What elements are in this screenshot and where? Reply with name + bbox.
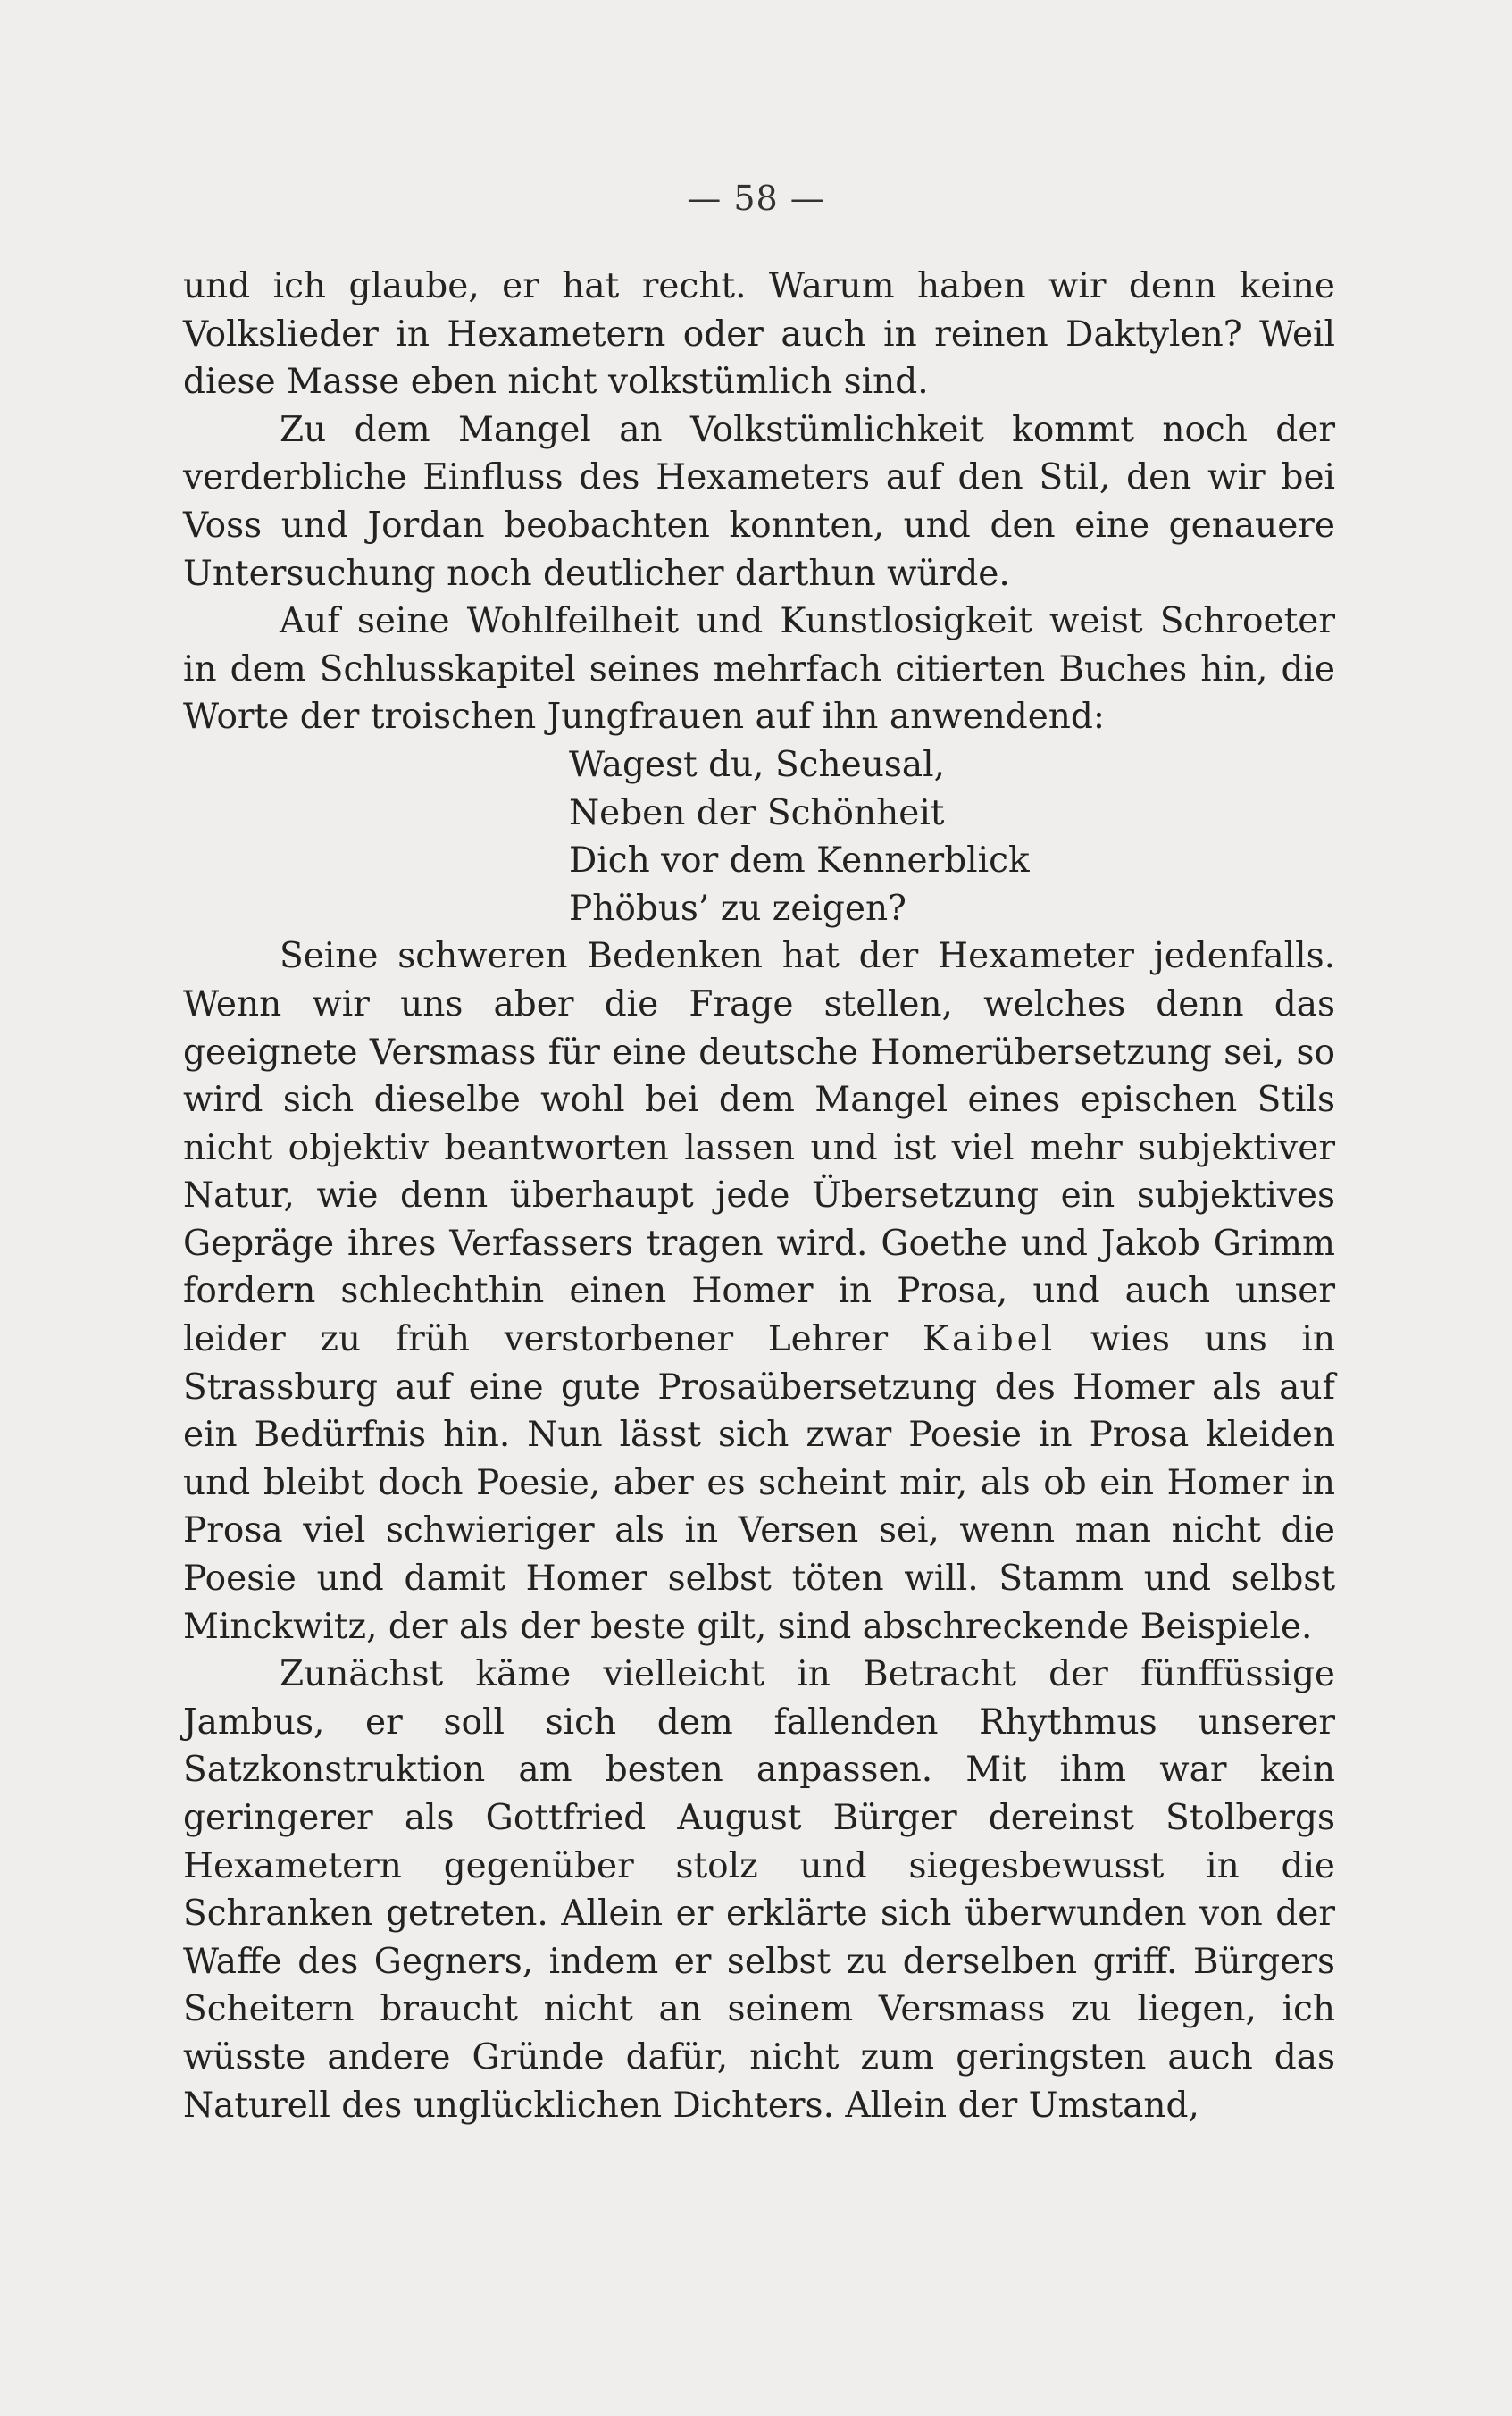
paragraph-4-part-b: wies uns in Strassburg auf eine gute Prosaübersetzung des Homer als auf ein Bedürfnis hin. Nun lässt sich zwar Poesie in Prosa kleiden und bleibt doch Poesie, aber es scheint mir, als ob ein Homer in Prosa viel schwieriger als in Versen sei, wenn man nicht die Poesie und damit Homer selbst töten will. Stamm und selbst Minckwitz, der als der beste gilt, sind abschreckende Beispiele. [183, 1319, 1335, 1647]
paragraph-4 [183, 932, 1335, 1651]
verse-line: Phöbus’ zu zeigen? [569, 888, 906, 929]
paragraph-2: Zu dem Mangel an Volkstümlichkeit kommt noch der verderbliche Einfluss des Hexameters auf den Stil, den wir bei Voss und Jordan beobachten konnten, und den eine genauere Untersuchung noch deutlicher darthun würde. [183, 409, 1335, 594]
verse-line: Dich vor dem Kennerblick [569, 840, 1030, 882]
page-number: — 58 — [687, 179, 825, 218]
paragraph-5: Zunächst käme vielleicht in Betracht der fünffüssige Jambus, er soll sich dem fallenden Rhythmus unserer Satzkonstruktion am besten anpassen. Mit ihm war kein geringerer als Gottfried August Bürger dereinst Stolbergs Hexametern gegenüber stolz und siegesbewusst in die Schranken getreten. Allein er erklärte sich überwunden von der Waffe des Gegners, indem er selbst zu derselben griff. Bürgers Scheitern braucht nicht an seinem Versmass zu liegen, ich wüsste andere Gründe dafür, nicht zum geringsten auch das Naturell des unglücklichen Dichters. Allein der Umstand, [183, 1654, 1335, 2126]
paragraph-4-part-a: Seine schweren Bedenken hat der Hexameter jedenfalls. Wenn wir uns aber die Frage stellen, welches denn das geeignete Versmass für eine deutsche Homerübersetzung sei, so wird sich dieselbe wohl bei dem Mangel eines epischen Stils nicht objektiv beantworten lassen und ist viel mehr subjektiver Natur, wie denn überhaupt jede Übersetzung ein subjektives Gepräge ihres Verfassers tragen wird. Goethe und Jakob Grimm fordern schlechthin einen Homer in Prosa, und auch unser leider zu früh verstorbener Lehrer [183, 936, 1335, 1360]
paragraph-1: und ich glaube, er hat recht. Warum haben wir denn keine Volkslieder in Hexametern oder auch in reinen Daktylen? Weil diese Masse eben nicht volkstümlich sind. [183, 266, 1335, 403]
body-text [183, 263, 1335, 2129]
verse-line: Wagest du, Scheusal, [569, 744, 945, 785]
verse-quote [183, 741, 1335, 932]
paragraph-3: Auf seine Wohlfeilheit und Kunstlosigkeit weist Schroeter in dem Schlusskapitel seines mehrfach citierten Buches hin, die Worte der troischen Jungfrauen auf ihn anwendend: [183, 601, 1335, 738]
verse-line: Neben der Schönheit [569, 792, 945, 833]
name-kaibel: Kaibel [922, 1319, 1057, 1360]
